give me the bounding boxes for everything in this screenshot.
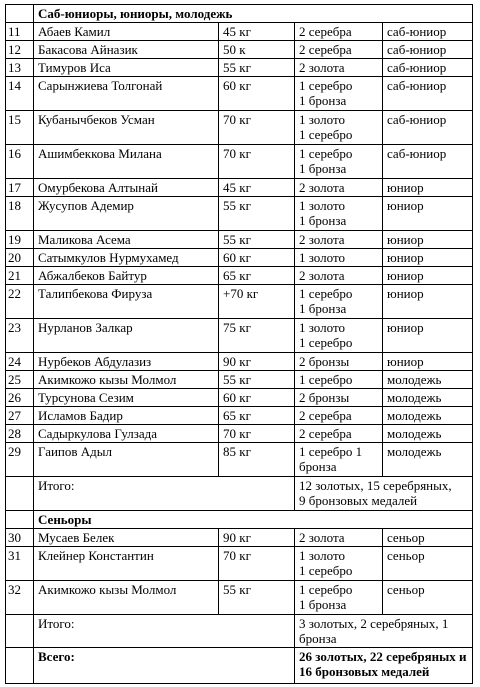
weight-class: 70 кг [219, 425, 295, 443]
medal-line: 1 золото [299, 198, 345, 213]
medal-line: 1 серебро [299, 146, 353, 161]
table-body [6, 5, 473, 684]
medals [295, 529, 383, 547]
medal-line: 2 золота [299, 60, 345, 75]
medal-line: 1 бронза [299, 161, 347, 176]
medal-line: бронза [299, 459, 337, 474]
table-row [6, 23, 473, 41]
table-row [6, 407, 473, 425]
table-row [6, 197, 473, 231]
weight-class: 60 кг [219, 389, 295, 407]
medal-line: 2 бронзы [299, 354, 350, 369]
weight-class: +70 кг [219, 285, 295, 319]
athlete-name: Кубанычбеков Усман [34, 111, 219, 145]
age-category: сеньор [383, 529, 473, 547]
medal-line: 2 серебра [299, 408, 352, 423]
medals [295, 197, 383, 231]
section-header-spacer [6, 511, 34, 529]
athlete-name: Гаипов Адыл [34, 443, 219, 477]
total-value-line: 3 золотых, 2 серебряных, 1 бронза [299, 616, 449, 646]
table-row [6, 389, 473, 407]
age-category: саб-юниор [383, 59, 473, 77]
athlete-name: Сарынжиева Толгонай [34, 77, 219, 111]
medal-line: 1 серебро [299, 563, 353, 578]
row-number: 32 [6, 581, 34, 615]
row-number: 19 [6, 231, 34, 249]
medal-line: 1 серебро [299, 372, 353, 387]
medals [295, 581, 383, 615]
row-number: 17 [6, 179, 34, 197]
table-row [6, 77, 473, 111]
weight-class: 75 кг [219, 319, 295, 353]
weight-class: 65 кг [219, 407, 295, 425]
medals [295, 231, 383, 249]
table-row [6, 145, 473, 179]
total-value [295, 615, 473, 648]
weight-class: 90 кг [219, 353, 295, 371]
total-label: Итого: [34, 615, 295, 648]
athlete-name: Садыркулова Гулзада [34, 425, 219, 443]
medals [295, 179, 383, 197]
athlete-name: Жусупов Адемир [34, 197, 219, 231]
grand-total-line: 26 золотых, 22 серебряных и [299, 649, 467, 664]
row-number: 16 [6, 145, 34, 179]
row-number: 11 [6, 23, 34, 41]
athlete-name: Тимуров Иса [34, 59, 219, 77]
row-number: 27 [6, 407, 34, 425]
row-number: 26 [6, 389, 34, 407]
athlete-name: Нурбеков Абдулазиз [34, 353, 219, 371]
medals [295, 371, 383, 389]
section-header-spacer [6, 5, 34, 23]
weight-class: 55 кг [219, 231, 295, 249]
age-category: сеньор [383, 547, 473, 581]
athlete-name: Акимкожо кызы Молмол [34, 371, 219, 389]
medal-line: 2 серебра [299, 24, 352, 39]
total-label: Итого: [34, 477, 295, 511]
medal-line: 1 серебро [299, 335, 353, 350]
age-category: саб-юниор [383, 41, 473, 59]
medals [295, 77, 383, 111]
section-total-row [6, 615, 473, 648]
row-number: 21 [6, 267, 34, 285]
athlete-name: Талипбекова Фируза [34, 285, 219, 319]
weight-class: 70 кг [219, 547, 295, 581]
athlete-name: Маликова Асема [34, 231, 219, 249]
grand-total-line: 16 бронзовых медалей [299, 664, 430, 679]
medals [295, 23, 383, 41]
total-spacer [6, 615, 34, 648]
medals [295, 59, 383, 77]
medal-line: 1 серебро 1 [299, 444, 363, 459]
medal-line: 2 золота [299, 232, 345, 247]
row-number: 20 [6, 249, 34, 267]
row-number: 29 [6, 443, 34, 477]
age-category: саб-юниор [383, 77, 473, 111]
medal-line: 1 бронза [299, 93, 347, 108]
weight-class: 60 кг [219, 249, 295, 267]
weight-class: 55 кг [219, 581, 295, 615]
row-number: 31 [6, 547, 34, 581]
table-row [6, 425, 473, 443]
age-category: юниор [383, 231, 473, 249]
athlete-name: Омурбекова Алтынай [34, 179, 219, 197]
age-category: юниор [383, 197, 473, 231]
age-category: молодежь [383, 443, 473, 477]
table-row [6, 267, 473, 285]
medal-line: 2 серебра [299, 42, 352, 57]
medal-line: 1 серебро [299, 286, 353, 301]
weight-class: 65 кг [219, 267, 295, 285]
athlete-name: Исламов Бадир [34, 407, 219, 425]
medal-line: 2 золота [299, 268, 345, 283]
athlete-name: Турсунова Сезим [34, 389, 219, 407]
table-row [6, 319, 473, 353]
table-row [6, 443, 473, 477]
weight-class: 55 кг [219, 197, 295, 231]
medal-line: 1 золото [299, 250, 345, 265]
medal-line: 1 золото [299, 112, 345, 127]
weight-class: 45 кг [219, 179, 295, 197]
total-value-line: 12 золотых, 15 серебряных, [299, 478, 452, 493]
athlete-name: Сатымкулов Нурмухамед [34, 249, 219, 267]
age-category: молодежь [383, 389, 473, 407]
row-number: 18 [6, 197, 34, 231]
medals [295, 285, 383, 319]
athlete-name: Мусаев Белек [34, 529, 219, 547]
table-row [6, 371, 473, 389]
table-row [6, 249, 473, 267]
athlete-name: Абжалбеков Байтур [34, 267, 219, 285]
weight-class: 60 кг [219, 77, 295, 111]
weight-class: 50 к [219, 41, 295, 59]
table-row [6, 59, 473, 77]
table-row [6, 111, 473, 145]
medal-line: 2 серебра [299, 426, 352, 441]
row-number: 23 [6, 319, 34, 353]
row-number: 12 [6, 41, 34, 59]
medals [295, 425, 383, 443]
athlete-name: Нурланов Залкар [34, 319, 219, 353]
medal-line: 2 бронзы [299, 390, 350, 405]
table-row [6, 581, 473, 615]
medals [295, 41, 383, 59]
medal-line: 1 золото [299, 548, 345, 563]
row-number: 24 [6, 353, 34, 371]
weight-class: 85 кг [219, 443, 295, 477]
grand-total-row [6, 648, 473, 684]
weight-class: 55 кг [219, 371, 295, 389]
weight-class: 70 кг [219, 111, 295, 145]
medal-line: 1 бронза [299, 213, 347, 228]
medals [295, 145, 383, 179]
medals [295, 407, 383, 425]
table-row [6, 353, 473, 371]
medal-line: 2 золота [299, 530, 345, 545]
athlete-name: Клейнер Константин [34, 547, 219, 581]
medals [295, 267, 383, 285]
age-category: юниор [383, 267, 473, 285]
age-category: юниор [383, 353, 473, 371]
medals [295, 111, 383, 145]
medal-results-table [5, 4, 473, 684]
athlete-name: Акимкожо кызы Молмол [34, 581, 219, 615]
medals [295, 547, 383, 581]
weight-class: 90 кг [219, 529, 295, 547]
table-row [6, 179, 473, 197]
medal-line: 1 серебро [299, 127, 353, 142]
row-number: 30 [6, 529, 34, 547]
total-value [295, 477, 473, 511]
medals [295, 353, 383, 371]
row-number: 22 [6, 285, 34, 319]
age-category: юниор [383, 249, 473, 267]
table-row [6, 231, 473, 249]
grand-total-spacer [6, 648, 34, 684]
medal-line: 1 бронза [299, 301, 347, 316]
age-category: молодежь [383, 425, 473, 443]
medal-line: 2 золота [299, 180, 345, 195]
age-category: юниор [383, 179, 473, 197]
age-category: саб-юниор [383, 23, 473, 41]
athlete-name: Ашимбеккова Милана [34, 145, 219, 179]
medals [295, 249, 383, 267]
total-value-line: 9 бронзовых медалей [299, 493, 418, 508]
medals [295, 389, 383, 407]
age-category: юниор [383, 285, 473, 319]
total-spacer [6, 477, 34, 511]
athlete-name: Бакасова Айназик [34, 41, 219, 59]
age-category: саб-юниор [383, 145, 473, 179]
age-category: молодежь [383, 407, 473, 425]
section-title: Саб-юниоры, юниоры, молодежь [34, 5, 473, 23]
row-number: 28 [6, 425, 34, 443]
table-row [6, 285, 473, 319]
weight-class: 70 кг [219, 145, 295, 179]
grand-total-value [295, 648, 473, 684]
weight-class: 45 кг [219, 23, 295, 41]
medal-line: 1 бронза [299, 597, 347, 612]
table-row [6, 547, 473, 581]
row-number: 14 [6, 77, 34, 111]
athlete-name: Абаев Камил [34, 23, 219, 41]
section-title: Сеньоры [34, 511, 473, 529]
medal-line: 1 серебро [299, 78, 353, 93]
row-number: 25 [6, 371, 34, 389]
table-row [6, 529, 473, 547]
medal-line: 1 серебро [299, 582, 353, 597]
grand-total-label: Всего: [34, 648, 295, 684]
section-total-row [6, 477, 473, 511]
age-category: юниор [383, 319, 473, 353]
medals [295, 443, 383, 477]
weight-class: 55 кг [219, 59, 295, 77]
section-header-row [6, 5, 473, 23]
medals [295, 319, 383, 353]
medal-line: 1 золото [299, 320, 345, 335]
row-number: 13 [6, 59, 34, 77]
age-category: молодежь [383, 371, 473, 389]
age-category: сеньор [383, 581, 473, 615]
table-row [6, 41, 473, 59]
row-number: 15 [6, 111, 34, 145]
age-category: саб-юниор [383, 111, 473, 145]
section-header-row [6, 511, 473, 529]
